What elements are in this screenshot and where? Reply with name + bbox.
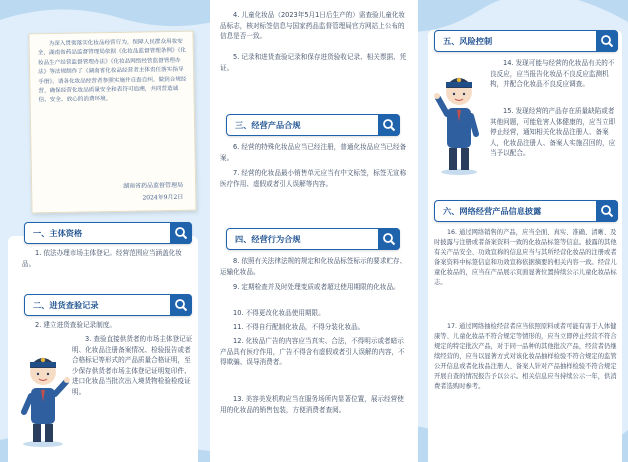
- paragraph-4: 4. 儿童化妆品（2023年5月1日后生产的）需查验儿童化妆品标志，核对标签信息与国家药品监督管理局官方网站上公布的信息是否一致。: [220, 11, 406, 41]
- column-right: [422, 0, 628, 462]
- notice-paper: [28, 31, 196, 214]
- notice-signature-org: 湖南省药品监督管理局: [123, 181, 184, 190]
- search-icon: [378, 114, 400, 136]
- column-middle: [210, 0, 418, 462]
- section-header-qualification: [24, 222, 192, 244]
- paragraph-15: 15. 发现经营的产品存在质量缺陷或者其他问题，可能危害人体健康的，应当立即停止经营，通知相关化妆品注册人、备案人，化妆品注册人、备案人实施召回的，应当予以配合。: [490, 107, 616, 158]
- section-title: 五、风险控制: [443, 36, 493, 46]
- search-icon: [596, 30, 618, 52]
- section-title: 三、经营产品合规: [235, 120, 301, 130]
- paragraph-7: 7. 经营的化妆品最小销售单元应当有中文标签，标签无宣称医疗作用、虚假或者引人误解等内容。: [220, 169, 407, 188]
- paragraph-5: 5. 记录和进货查验记录和保存进货验收记录、相关票据、凭证。: [220, 53, 407, 72]
- search-icon: [170, 222, 192, 244]
- column-left: [0, 0, 206, 462]
- paragraph-1: 1. 依法办理市场主体登记。经营范围应当涵盖化妆品。: [22, 249, 182, 268]
- notice-signature-date: 2024年9月2日: [142, 193, 184, 202]
- section-header-product-compliance: [226, 114, 400, 136]
- paragraph-2: 2. 建立进货查验记录制度。: [35, 321, 116, 329]
- notice-body: 为深入贯彻落实化妆品经营行为，保障人民群众用妆安全，湖南省药品监督管理局依据《化妆品监督管理条例》《化妆品生产经营监督管理办法》《化妆品网络经营监督管理办法》等法规制作了《湖南省化妆品经营者主体责任落实指导手册》，请各化妆品经营者参照实施并自查自纠，做到合规经营，确保经营化妆品质量安全和表符可追溯，共同营造诚信、安全、放心的消费环境。: [37, 38, 187, 104]
- section-title: 二、进货查验记录: [33, 300, 99, 310]
- section-title: 四、经营行为合规: [235, 234, 301, 244]
- section-header-risk-control: [434, 30, 618, 52]
- officer-illustration: [14, 338, 72, 448]
- paragraph-8: 8. 依照有关法律法规的规定和化妆品标签标示的要求贮存、运输化妆品。: [220, 257, 407, 276]
- paragraph-17: 17. 通过网络抽检经营者应当依照原料或者可能有害于人体健康等、儿童化妆品不符合规定等情形的，应当立即停止经营不符合规定的特定批次产品，对于同一品种的其他批次产品，经营者仍继续经营的，应当以显著方式对该化妆品抽样检验不符合规定的监管公开信息或者化妆品注册人、备案人针对产品抽样检验不符合规定开展自查的情况报告予以公示。相关信息应当持续公示一年，供消费者选购时参考。: [434, 323, 617, 390]
- officer-illustration: [432, 58, 486, 176]
- section-header-business-conduct: [226, 228, 400, 250]
- paragraph-10: 10. 不得更改化妆品使用期限。: [233, 309, 325, 317]
- paragraph-12: 12. 化妆品广告的内容应当真实、合法，不得明示或者暗示产品具有医疗作用，广告不得含有虚假或者引人误解的内容，不得欺骗、误导消费者。: [220, 337, 405, 367]
- paragraph-9: 9. 定期检查并及时处理变质或者超过使用期限的化妆品。: [233, 283, 400, 291]
- search-icon: [596, 200, 618, 222]
- section-title: 一、主体资格: [33, 228, 83, 238]
- paragraph-14: 14. 发现可能与经营的化妆品有关的不良反应，应当报告化妆品不良反应监测机构，并配合化妆品不良反应调查。: [490, 59, 615, 89]
- paragraph-13: 13. 美容美发机构应当在服务场所内显著位置，展示经营使用的化妆品的销售包装，方便消费者查阅。: [220, 395, 404, 414]
- section-header-purchase-inspection: [24, 294, 192, 316]
- paragraph-6: 6. 经营的特殊化妆品应当已经注册，普通化妆品应当已经备案。: [220, 143, 407, 162]
- paragraph-16: 16. 通过网络销售的产品，应当全面、真实、准确、清晰、及时披露与注册或者备案资料一致的化妆品标签等信息。披露的其他有关产品安全、功效宣称的信息应当与其所经营化妆品的注册或者备案资料中标签信息和功效宣称依据摘要的相关内容一致。经营儿童化妆品的，应当在产品展示页面显著位置持续公示儿童化妆品标志。: [434, 229, 617, 286]
- search-icon: [170, 294, 192, 316]
- paragraph-11: 11. 不得自行配制化妆品，不得分装化妆品。: [233, 323, 365, 331]
- search-icon: [378, 228, 400, 250]
- paragraph-3: 3. 查验直接供货者的市场主体登记证明、化妆品注册备案情况、检验报告或者合格标记等形式的产品质量合格证明，至少保存供货者市场主体登记证明复印件、进口化妆品当批次出入境货物检验检疫证明。: [72, 335, 193, 396]
- section-header-online-disclosure: [434, 200, 618, 222]
- section-title: 六、网络经营产品信息披露: [443, 206, 542, 216]
